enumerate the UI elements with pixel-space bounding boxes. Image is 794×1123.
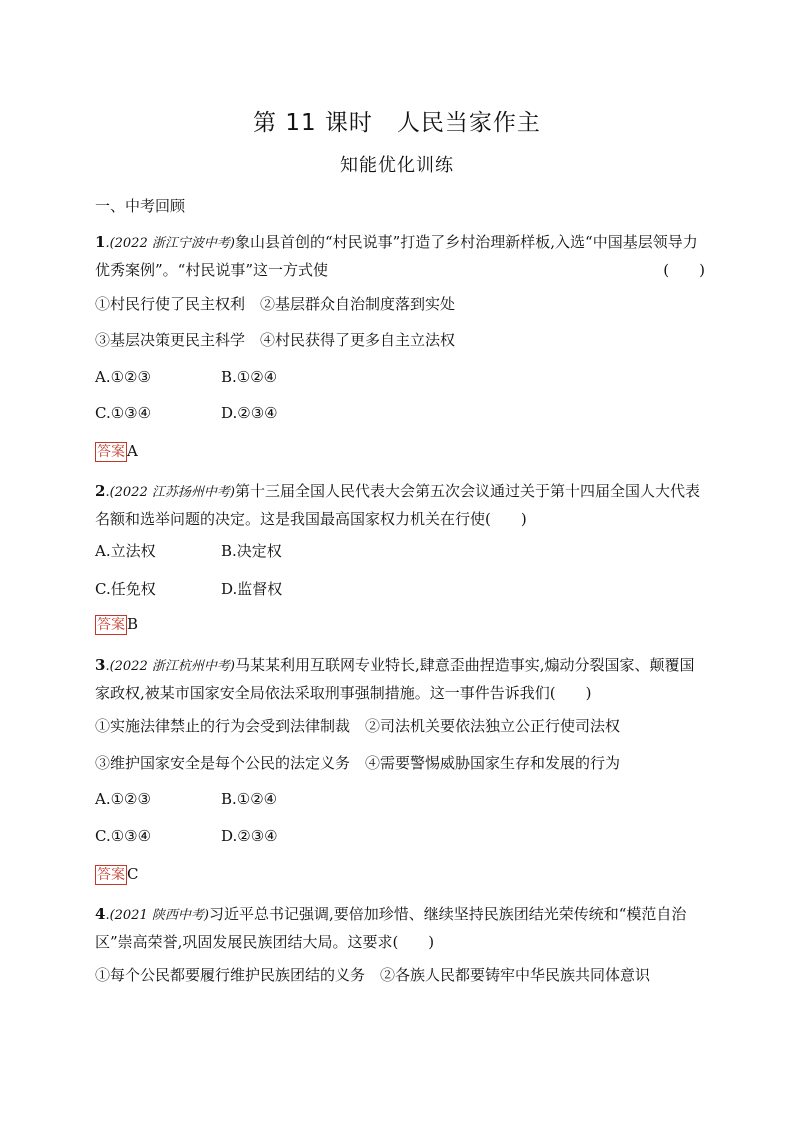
answer-tag: 答案 [97,617,125,633]
choice-c: C.任免权 [95,580,156,598]
question-4-options-line-1: ①每个公民都要履行维护民族团结的义务 ②各族人民都要铸牢中华民族共同体意识 [95,966,651,984]
answer-tag: 答案 [97,867,125,883]
question-1-choices-row-2 [95,404,347,422]
choice-d: D.监督权 [221,580,283,598]
page-subtitle: 知能优化训练 [340,155,454,176]
question-source: .(2022 浙江杭州中考) [105,659,235,674]
answer-tag: 答案 [97,444,125,460]
question-2-answer [95,615,138,635]
answer-paren: ( ) [663,261,705,279]
question-1-answer [95,442,138,462]
choice-c: C.①③④ [95,827,152,845]
question-4-stem [95,901,705,956]
question-source: .(2022 江苏扬州中考) [105,485,235,500]
question-2-choices-row-1 [95,540,347,561]
question-text: 马某某利用互联网专业特长,肆意歪曲捏造事实,煽动分裂国家、颠覆国家政权,被某市国家安全局依法采取刑事强制措施。这一事件告诉我们( ) [95,656,695,702]
question-2-choices-row-2 [95,578,347,599]
question-text: 习近平总书记强调,要倍加珍惜、继续坚持民族团结光荣传统和“模范自治区”崇高荣誉,巩固发展民族团结大局。这要求( ) [95,905,687,951]
question-source: .(2021 陕西中考) [105,908,209,923]
choice-b: B.决定权 [221,542,282,560]
question-number: 1 [95,233,106,251]
question-text: 象山县首创的“村民说事”打造了乡村治理新样板,入选“中国基层领导力优秀案例”。“村民说事”这一方式使 [95,233,698,279]
question-3-stem [95,652,705,707]
question-3-options-line-1: ①实施法律禁止的行为会受到法律制裁 ②司法机关要依法独立公正行使司法权 [95,717,621,735]
choice-c: C.①③④ [95,404,152,422]
answer-value: C [127,865,139,883]
choice-a: A.立法权 [95,542,156,560]
question-1-choices-row-1 [95,368,347,386]
choice-d: D.②③④ [221,404,278,422]
question-number: 2 [95,482,106,500]
choice-d: D.②③④ [221,827,278,845]
question-2-stem [95,478,705,533]
question-1-options-line-2: ③基层决策更民主科学 ④村民获得了更多自主立法权 [95,331,456,349]
question-3-options-line-2: ③维护国家安全是每个公民的法定义务 ④需要警惕威胁国家生存和发展的行为 [95,754,621,772]
question-3-answer [95,865,138,885]
question-number: 3 [95,656,106,674]
answer-value: A [127,442,138,460]
section-heading: 一、中考回顾 [95,197,186,215]
question-3-choices-row-1 [95,790,347,808]
question-1-stem [95,229,705,284]
question-text: 第十三届全国人民代表大会第五次会议通过关于第十四届全国人大代表名额和选举问题的决定。这是我国最高国家权力机关在行使( ) [95,482,700,528]
question-source: .(2022 浙江宁波中考) [105,236,235,251]
page-title: 第 11 课时 人民当家作主 [253,110,541,136]
choice-a: A.①②③ [95,368,151,386]
question-1-options-line-1: ①村民行使了民主权利 ②基层群众自治制度落到实处 [95,295,456,313]
question-number: 4 [95,905,106,923]
choice-b: B.①②④ [221,790,278,808]
choice-b: B.①②④ [221,368,278,386]
answer-value: B [127,615,139,633]
question-3-choices-row-2 [95,827,347,845]
choice-a: A.①②③ [95,790,151,808]
